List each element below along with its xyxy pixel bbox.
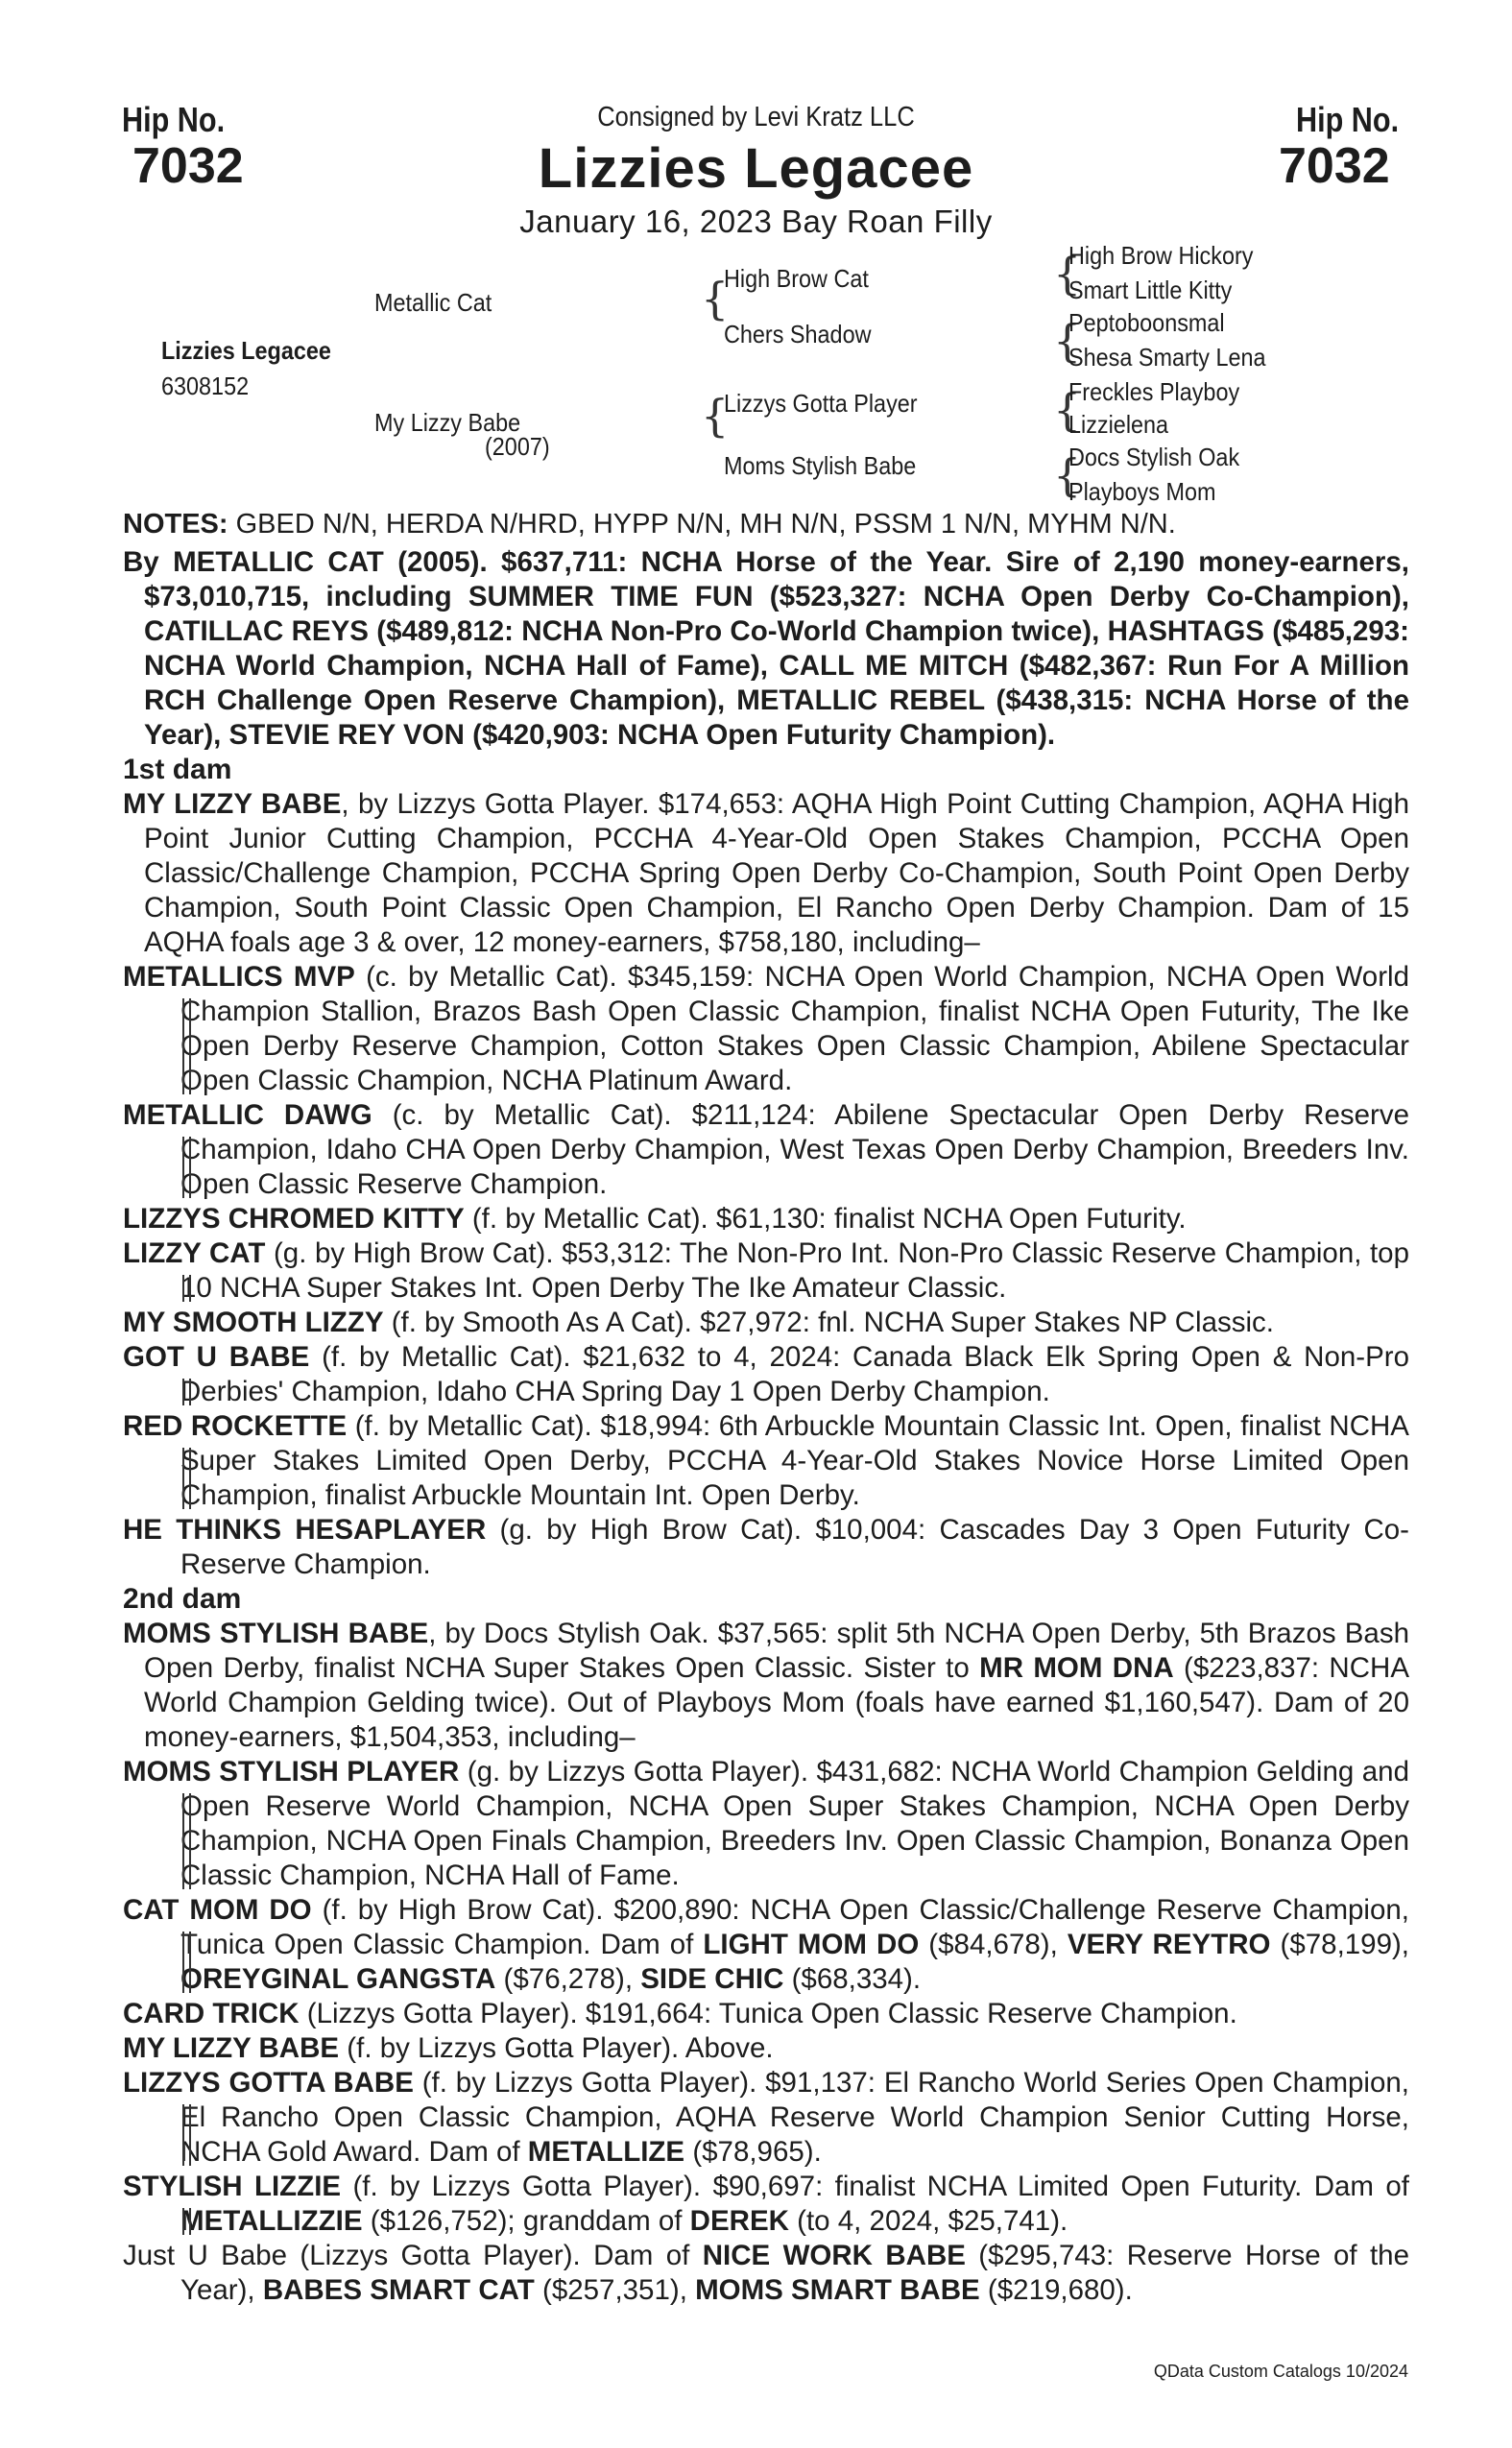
- brace-icon: {: [1053, 449, 1082, 501]
- pedigree-dam-year: (2007): [485, 432, 550, 461]
- produce-text: (Lizzys Gotta Player). $191,664: Tunica Open Classic Reserve Champion.: [299, 1998, 1237, 2029]
- pedigree-sire: Metallic Cat: [374, 288, 492, 317]
- offspring-earnings: ($219,680).: [979, 2274, 1133, 2306]
- pedigree-dam-dam: Moms Stylish Babe: [724, 451, 917, 480]
- second-dam-paragraph: [123, 1617, 1409, 1755]
- offspring-name: LIGHT MOM DO: [703, 1929, 920, 1960]
- sire-paragraph: By METALLIC CAT (2005). $637,711: NCHA Horse of the Year. Sire of 2,190 money-earners, $73,010,715, including SUMMER TIME FUN ($523,327: NCHA Open Derby Co-Champion), CATILLAC REYS ($489,812: NCHA Non-Pro Co-World Champion twice), HASHTAGS ($485,293: NCHA World Champion, NCHA Hall of Fame), CALL ME MITCH ($482,367: Run For A Million RCH Challenge Open Reserve Champion), METALLIC REBEL ($438,315: NCHA Horse of the Year), STEVIE REY VON ($420,903: NCHA Open Futurity Champion).: [123, 546, 1409, 751]
- produce-text: (f. by Smooth As A Cat). $27,972: fnl. NCHA Super Stakes NP Classic.: [383, 1307, 1275, 1338]
- brace-icon: {: [701, 273, 730, 324]
- produce-text: (f. by Lizzys Gotta Player). Above.: [339, 2032, 774, 2064]
- produce-entry: [123, 1340, 1409, 1409]
- produce-name: GOT U BABE: [123, 1341, 310, 1373]
- offspring-name: METALLIZZIE: [180, 2205, 363, 2237]
- offspring-name: DEREK: [689, 2205, 789, 2237]
- first-dam-text: , by Lizzys Gotta Player. $174,653: AQHA High Point Cutting Champion, AQHA High Point Junior Cutting Champion, PCCHA 4-Year-Old Open Stakes Champion, PCCHA Open Classic/Challenge Champion, PCCHA Spring Open Derby Co-Champion, South Point Open Derby Champion, South Point Classic Open Champion, El Rancho Open Derby Champion. Dam of 15 AQHA foals age 3 & over, 12 money-earners, $758,180, including–: [144, 788, 1409, 958]
- produce-entry: [123, 1513, 1409, 1582]
- produce-name: MOMS STYLISH PLAYER: [123, 1756, 460, 1788]
- produce-text: (f. by Metallic Cat). $18,994: 6th Arbuckle Mountain Classic Int. Open, finalist NCHA Super Stakes Limited Open Derby, PCCHA 4-Year-Old Stakes Novice Horse Limited Open Champion, finalist Arbuckle Mountain Int. Open Derby.: [180, 1410, 1409, 1511]
- produce-text: (g. by High Brow Cat). $53,312: The Non-Pro Int. Non-Pro Classic Reserve Champion, top 10 NCHA Super Stakes Int. Open Derby The Ike Amateur Classic.: [180, 1237, 1409, 1304]
- produce-entry: [123, 1098, 1409, 1202]
- produce-text: (g. by High Brow Cat). $10,004: Cascades Day 3 Open Futurity Co-Reserve Champion.: [180, 1514, 1409, 1580]
- pedigree-dd-sire: Docs Stylish Oak: [1068, 443, 1240, 471]
- pedigree-sire-dam: Chers Shadow: [724, 320, 872, 348]
- hip-number-left: 7032: [132, 138, 244, 194]
- first-dam-paragraph: [123, 787, 1409, 960]
- produce-entry: [123, 1755, 1409, 1893]
- pedigree-registration: 6308152: [161, 372, 250, 400]
- offspring-name: METALLIZE: [527, 2136, 685, 2168]
- pedigree-sire-sire: High Brow Cat: [724, 264, 869, 293]
- brace-icon: {: [1053, 315, 1082, 367]
- produce-entry: [123, 960, 1409, 1098]
- pedigree-subject-name: Lizzies Legacee: [161, 336, 331, 365]
- offspring-name: SIDE CHIC: [640, 1963, 784, 1995]
- produce-entry: [123, 1893, 1409, 1997]
- pedigree-sd-dam: Shesa Smarty Lena: [1068, 343, 1266, 372]
- offspring-earnings: ($76,278),: [495, 1963, 641, 1995]
- offspring-name: VERY REYTRO: [1067, 1929, 1271, 1960]
- offspring-earnings: ($68,334).: [783, 1963, 922, 1995]
- produce-text: (g. by Lizzys Gotta Player). $431,682: NCHA World Champion Gelding and Open Reserve World Champion, NCHA Open Super Stakes Champion, NCHA Open Derby Champion, NCHA Open Finals Champion, Breeders Inv. Open Classic Champion, Bonanza Open Classic Champion, NCHA Hall of Fame.: [180, 1756, 1409, 1891]
- hip-number-right: 7032: [1279, 138, 1390, 194]
- catalog-body: [123, 507, 1409, 2308]
- footer-credit: QData Custom Catalogs 10/2024: [1153, 2362, 1408, 2381]
- offspring-earnings: ($126,752); granddam of: [362, 2205, 690, 2237]
- produce-name: CAT MOM DO: [123, 1894, 312, 1926]
- produce-text: (f. by High Brow Cat). $200,890: NCHA Open Classic/Challenge Reserve Champion, Tunica Open Classic Champion. Dam of: [180, 1894, 1409, 1960]
- second-dam-name: MOMS STYLISH BABE: [123, 1618, 429, 1649]
- produce-entry: [123, 1236, 1409, 1306]
- produce-name: LIZZY CAT: [123, 1237, 266, 1269]
- sister-name: MR MOM DNA: [979, 1652, 1174, 1684]
- brace-icon: {: [1053, 248, 1082, 300]
- hip-label-right: Hip No.: [1296, 100, 1400, 139]
- produce-text: (f. by Lizzys Gotta Player). $90,697: finalist NCHA Limited Open Futurity. Dam of: [341, 2171, 1409, 2202]
- produce-entry: [123, 1202, 1409, 1236]
- pedigree-dam-sire: Lizzys Gotta Player: [724, 389, 918, 418]
- produce-text: Just U Babe (Lizzys Gotta Player). Dam of: [123, 2240, 703, 2271]
- produce-entry: [123, 1997, 1409, 2031]
- produce-name: RED ROCKETTE: [123, 1410, 348, 1442]
- offspring-earnings: ($257,351),: [534, 2274, 696, 2306]
- pedigree-dd-dam: Playboys Mom: [1068, 477, 1216, 506]
- pedigree-ss-dam: Smart Little Kitty: [1068, 276, 1233, 304]
- offspring-earnings: ($78,965).: [684, 2136, 822, 2168]
- produce-name: LIZZYS GOTTA BABE: [123, 2067, 414, 2099]
- hip-label-left: Hip No.: [122, 100, 226, 139]
- second-dam-text: , by Docs Stylish Oak. $37,565: split 5th NCHA Open Derby, 5th Brazos Bash Open Derby, finalist NCHA Super Stakes Open Classic. Sister to: [144, 1618, 1409, 1684]
- produce-text: (f. by Metallic Cat). $61,130: finalist NCHA Open Futurity.: [464, 1203, 1187, 1235]
- produce-name: MY LIZZY BABE: [123, 2032, 340, 2064]
- pedigree-ds-sire: Freckles Playboy: [1068, 377, 1240, 406]
- produce-name: METALLIC DAWG: [123, 1099, 372, 1131]
- pedigree-sd-sire: Peptoboonsmal: [1068, 308, 1225, 337]
- produce-name: CARD TRICK: [123, 1998, 300, 2029]
- produce-text: (c. by Metallic Cat). $211,124: Abilene Spectacular Open Derby Reserve Champion, Idaho CHA Open Derby Champion, West Texas Open Derby Champion, Breeders Inv. Open Classic Reserve Champion.: [180, 1099, 1410, 1200]
- produce-name: STYLISH LIZZIE: [123, 2171, 342, 2202]
- brace-icon: {: [701, 390, 730, 442]
- produce-text: (c. by Metallic Cat). $345,159: NCHA Open World Champion, NCHA Open World Champion Stallion, Brazos Bash Open Classic Champion, finalist NCHA Open Futurity, The Ike Open Derby Reserve Champion, Cotton Stakes Open Classic Champion, Abilene Spectacular Open Classic Champion, NCHA Platinum Award.: [180, 961, 1409, 1096]
- brace-icon: {: [1053, 384, 1082, 436]
- offspring-earnings: ($78,199),: [1270, 1929, 1410, 1960]
- offspring-earnings: (to 4, 2024, $25,741).: [788, 2205, 1068, 2237]
- offspring-name: MOMS SMART BABE: [695, 2274, 980, 2306]
- produce-name: HE THINKS HESAPLAYER: [123, 1514, 487, 1546]
- produce-entry: [123, 2031, 1409, 2066]
- horse-name: Lizzies Legacee: [538, 137, 974, 200]
- offspring-name: NICE WORK BABE: [702, 2240, 966, 2271]
- notes-label: NOTES:: [123, 509, 228, 540]
- produce-entry: [123, 1409, 1409, 1513]
- pedigree-ds-dam: Lizzielena: [1068, 410, 1169, 439]
- produce-name: MY SMOOTH LIZZY: [123, 1307, 384, 1338]
- second-dam-heading: 2nd dam: [123, 1583, 242, 1615]
- produce-name: METALLICS MVP: [123, 961, 355, 993]
- produce-text: (f. by Metallic Cat). $21,632 to 4, 2024: Canada Black Elk Spring Open & Non-Pro Derbies' Champion, Idaho CHA Spring Day 1 Open Derby Champion.: [180, 1341, 1409, 1407]
- first-dam-name: MY LIZZY BABE: [123, 788, 342, 820]
- offspring-earnings: ($295,743: Reserve Horse of the Year),: [180, 2240, 1409, 2306]
- foal-info: January 16, 2023 Bay Roan Filly: [519, 204, 993, 239]
- notes: [123, 507, 1409, 541]
- produce-entry: [123, 2239, 1409, 2308]
- offspring-name: OREYGINAL GANGSTA: [180, 1963, 496, 1995]
- pedigree-dam: My Lizzy Babe: [374, 408, 521, 437]
- notes-text: GBED N/N, HERDA N/HRD, HYPP N/N, MH N/N, PSSM 1 N/N, MYHM N/N.: [228, 509, 1176, 540]
- produce-entry: [123, 1306, 1409, 1340]
- produce-name: LIZZYS CHROMED KITTY: [123, 1203, 465, 1235]
- consignor: Consigned by Levi Kratz LLC: [597, 102, 915, 132]
- produce-entry: [123, 2170, 1409, 2239]
- first-dam-heading: 1st dam: [123, 754, 232, 785]
- offspring-name: BABES SMART CAT: [262, 2274, 535, 2306]
- second-dam-text-b: ($223,837: NCHA World Champion Gelding twice). Out of Playboys Mom (foals have earned $1,160,547). Dam of 20 money-earners, $1,504,353, including–: [144, 1652, 1410, 1753]
- produce-entry: [123, 2066, 1409, 2170]
- offspring-earnings: ($84,678),: [919, 1929, 1068, 1960]
- produce-text: (f. by Lizzys Gotta Player). $91,137: El Rancho World Series Open Champion, El Rancho Open Classic Champion, AQHA Reserve World Champion Senior Cutting Horse, NCHA Gold Award. Dam of: [180, 2067, 1409, 2168]
- pedigree-ss-sire: High Brow Hickory: [1068, 241, 1254, 270]
